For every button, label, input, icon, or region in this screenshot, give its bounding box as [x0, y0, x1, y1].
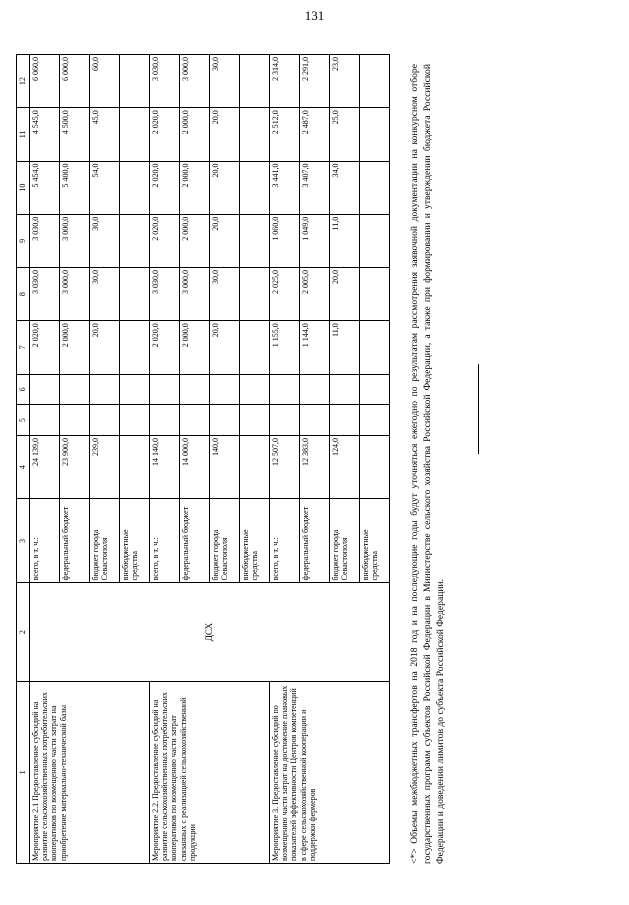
value-cell: 2 020,0 [150, 321, 180, 374]
value-cell [330, 374, 360, 405]
column-header: 8 [17, 268, 30, 321]
landscape-content [16, 54, 486, 864]
value-cell [360, 55, 390, 108]
measure-title-cell: Мероприятие 3. Предоставление субсидий по возмещению части затрат на достижение плановых показателей эффективности Центров компетенций в сфере сельскохозяйственной кооперации и поддержки фермеров [270, 681, 390, 863]
column-header: 10 [17, 161, 30, 214]
value-cell: 23 900,0 [60, 435, 90, 498]
value-cell: 4 545,0 [30, 108, 60, 161]
funding-source-cell: всего, в т. ч.: [30, 499, 60, 583]
value-cell [150, 374, 180, 405]
value-cell [330, 405, 360, 436]
measure-title-cell: Мероприятие 2.1 Предоставление субсидий на развитие сельскохозяйственных потребительских кооперативов по возмещению части затрат на приобретение материально-технической базы [30, 681, 150, 863]
footnote-text: <*> Объемы межбюджетных трансфертов на 2018 год и на последующие годы будут уточняться ежегодно по результатам рассмотрения заявочной документации на конкурсном отборе государственных программ субъектов Российской Федерации в Министерстве сельского хозяйства Российской Федерации, а также при формировании и утверждении бюджета Российской Федерации и доведении лимитов до субъекта Российской Федерации. [409, 64, 447, 864]
value-cell [360, 435, 390, 498]
value-cell: 30,0 [90, 268, 120, 321]
value-cell: 2 512,0 [270, 108, 300, 161]
table-row [30, 55, 60, 864]
column-header: 9 [17, 214, 30, 267]
value-cell: 12 383,0 [300, 435, 330, 498]
value-cell: 45,0 [90, 108, 120, 161]
value-cell [210, 374, 240, 405]
separator-line [478, 364, 479, 454]
value-cell: 239,0 [90, 435, 120, 498]
value-cell: 2 314,0 [270, 55, 300, 108]
value-cell: 34,0 [330, 161, 360, 214]
value-cell [360, 108, 390, 161]
value-cell: 5 400,0 [60, 161, 90, 214]
value-cell: 2 487,0 [300, 108, 330, 161]
value-cell: 3 030,0 [150, 55, 180, 108]
value-cell [240, 435, 270, 498]
value-cell: 3 030,0 [30, 214, 60, 267]
value-cell [210, 405, 240, 436]
value-cell: 54,0 [90, 161, 120, 214]
value-cell [240, 321, 270, 374]
value-cell: 24 139,0 [30, 435, 60, 498]
value-cell [360, 321, 390, 374]
value-cell: 3 030,0 [30, 268, 60, 321]
value-cell [240, 55, 270, 108]
funding-source-cell: федеральный бюджет [300, 499, 330, 583]
column-header: 12 [17, 55, 30, 108]
value-cell: 14 140,0 [150, 435, 180, 498]
value-cell [60, 405, 90, 436]
value-cell: 12 507,0 [270, 435, 300, 498]
value-cell: 30,0 [210, 55, 240, 108]
value-cell: 3 441,0 [270, 161, 300, 214]
value-cell: 2 020,0 [30, 321, 60, 374]
funding-source-cell: бюджет города Севастополя [330, 499, 360, 583]
value-cell: 1 049,0 [300, 214, 330, 267]
value-cell: 4 500,0 [60, 108, 90, 161]
value-cell [240, 108, 270, 161]
column-header: 4 [17, 435, 30, 498]
value-cell [360, 214, 390, 267]
value-cell: 60,0 [90, 55, 120, 108]
value-cell: 23,0 [330, 55, 360, 108]
value-cell: 2 020,0 [150, 214, 180, 267]
value-cell [120, 321, 150, 374]
value-cell: 140,0 [210, 435, 240, 498]
measure-title-cell: Мероприятие 2.2. Предоставление субсидий на развитие сельскохозяйственных потребительских кооперативов по возмещению части затрат связанных с реализацией сельскохозяйственной продукции [150, 681, 270, 863]
page-number: 131 [304, 8, 325, 23]
column-header: 7 [17, 321, 30, 374]
value-cell [120, 161, 150, 214]
value-cell: 124,0 [330, 435, 360, 498]
value-cell [120, 268, 150, 321]
value-cell [120, 214, 150, 267]
value-cell [120, 405, 150, 436]
value-cell: 11,0 [330, 214, 360, 267]
value-cell: 20,0 [330, 268, 360, 321]
column-header: 6 [17, 374, 30, 405]
value-cell [120, 108, 150, 161]
funding-source-cell: внебюджетные средства [120, 499, 150, 583]
value-cell: 6 060,0 [30, 55, 60, 108]
value-cell: 25,0 [330, 108, 360, 161]
table-row [150, 55, 180, 864]
value-cell [270, 374, 300, 405]
value-cell [180, 374, 210, 405]
value-cell: 2 000,0 [60, 321, 90, 374]
column-header: 1 [17, 681, 30, 863]
value-cell: 6 000,0 [60, 55, 90, 108]
value-cell [300, 374, 330, 405]
column-header: 3 [17, 499, 30, 583]
funding-table [16, 54, 390, 864]
value-cell [360, 161, 390, 214]
value-cell: 20,0 [90, 321, 120, 374]
value-cell: 1 060,0 [270, 214, 300, 267]
value-cell: 2 020,0 [150, 108, 180, 161]
value-cell: 3 030,0 [150, 268, 180, 321]
value-cell: 2 005,0 [300, 268, 330, 321]
value-cell [360, 268, 390, 321]
value-cell: 30,0 [210, 268, 240, 321]
value-cell [90, 405, 120, 436]
table-header-row [17, 55, 30, 864]
value-cell [240, 405, 270, 436]
value-cell [300, 405, 330, 436]
column-header: 2 [17, 583, 30, 681]
value-cell: 3 000,0 [180, 268, 210, 321]
value-cell [360, 374, 390, 405]
value-cell: 2 000,0 [180, 321, 210, 374]
funding-source-cell: федеральный бюджет [60, 499, 90, 583]
value-cell [240, 161, 270, 214]
table-row [270, 55, 300, 864]
value-cell [240, 214, 270, 267]
value-cell: 1 155,0 [270, 321, 300, 374]
value-cell: 3 407,0 [300, 161, 330, 214]
value-cell: 2 291,0 [300, 55, 330, 108]
value-cell: 5 454,0 [30, 161, 60, 214]
value-cell: 3 000,0 [180, 55, 210, 108]
value-cell: 20,0 [210, 161, 240, 214]
executor-cell: ДСХ [30, 583, 390, 681]
value-cell: 2 000,0 [180, 214, 210, 267]
value-cell [180, 405, 210, 436]
funding-source-cell: внебюджетные средства [240, 499, 270, 583]
value-cell [60, 374, 90, 405]
funding-source-cell: всего, в т. ч.: [150, 499, 180, 583]
value-cell: 20,0 [210, 108, 240, 161]
value-cell: 3 000,0 [60, 214, 90, 267]
value-cell [240, 268, 270, 321]
value-cell: 1 144,0 [300, 321, 330, 374]
value-cell [360, 405, 390, 436]
funding-source-cell: федеральный бюджет [180, 499, 210, 583]
funding-source-cell: бюджет города Севастополя [90, 499, 120, 583]
value-cell: 20,0 [210, 321, 240, 374]
value-cell [270, 405, 300, 436]
value-cell [30, 405, 60, 436]
value-cell [30, 374, 60, 405]
value-cell: 2 025,0 [270, 268, 300, 321]
value-cell: 3 000,0 [60, 268, 90, 321]
value-cell [120, 55, 150, 108]
funding-source-cell: всего, в т. ч.: [270, 499, 300, 583]
value-cell [120, 374, 150, 405]
value-cell [150, 405, 180, 436]
value-cell: 11,0 [330, 321, 360, 374]
value-cell: 2 020,0 [150, 161, 180, 214]
funding-source-cell: бюджет города Севастополя [210, 499, 240, 583]
column-header: 11 [17, 108, 30, 161]
value-cell: 2 000,0 [180, 161, 210, 214]
value-cell [120, 435, 150, 498]
value-cell [240, 374, 270, 405]
value-cell: 20,0 [210, 214, 240, 267]
value-cell: 14 000,0 [180, 435, 210, 498]
value-cell: 2 000,0 [180, 108, 210, 161]
value-cell: 30,0 [90, 214, 120, 267]
value-cell [90, 374, 120, 405]
funding-source-cell: внебюджетные средства [360, 499, 390, 583]
column-header: 5 [17, 405, 30, 436]
